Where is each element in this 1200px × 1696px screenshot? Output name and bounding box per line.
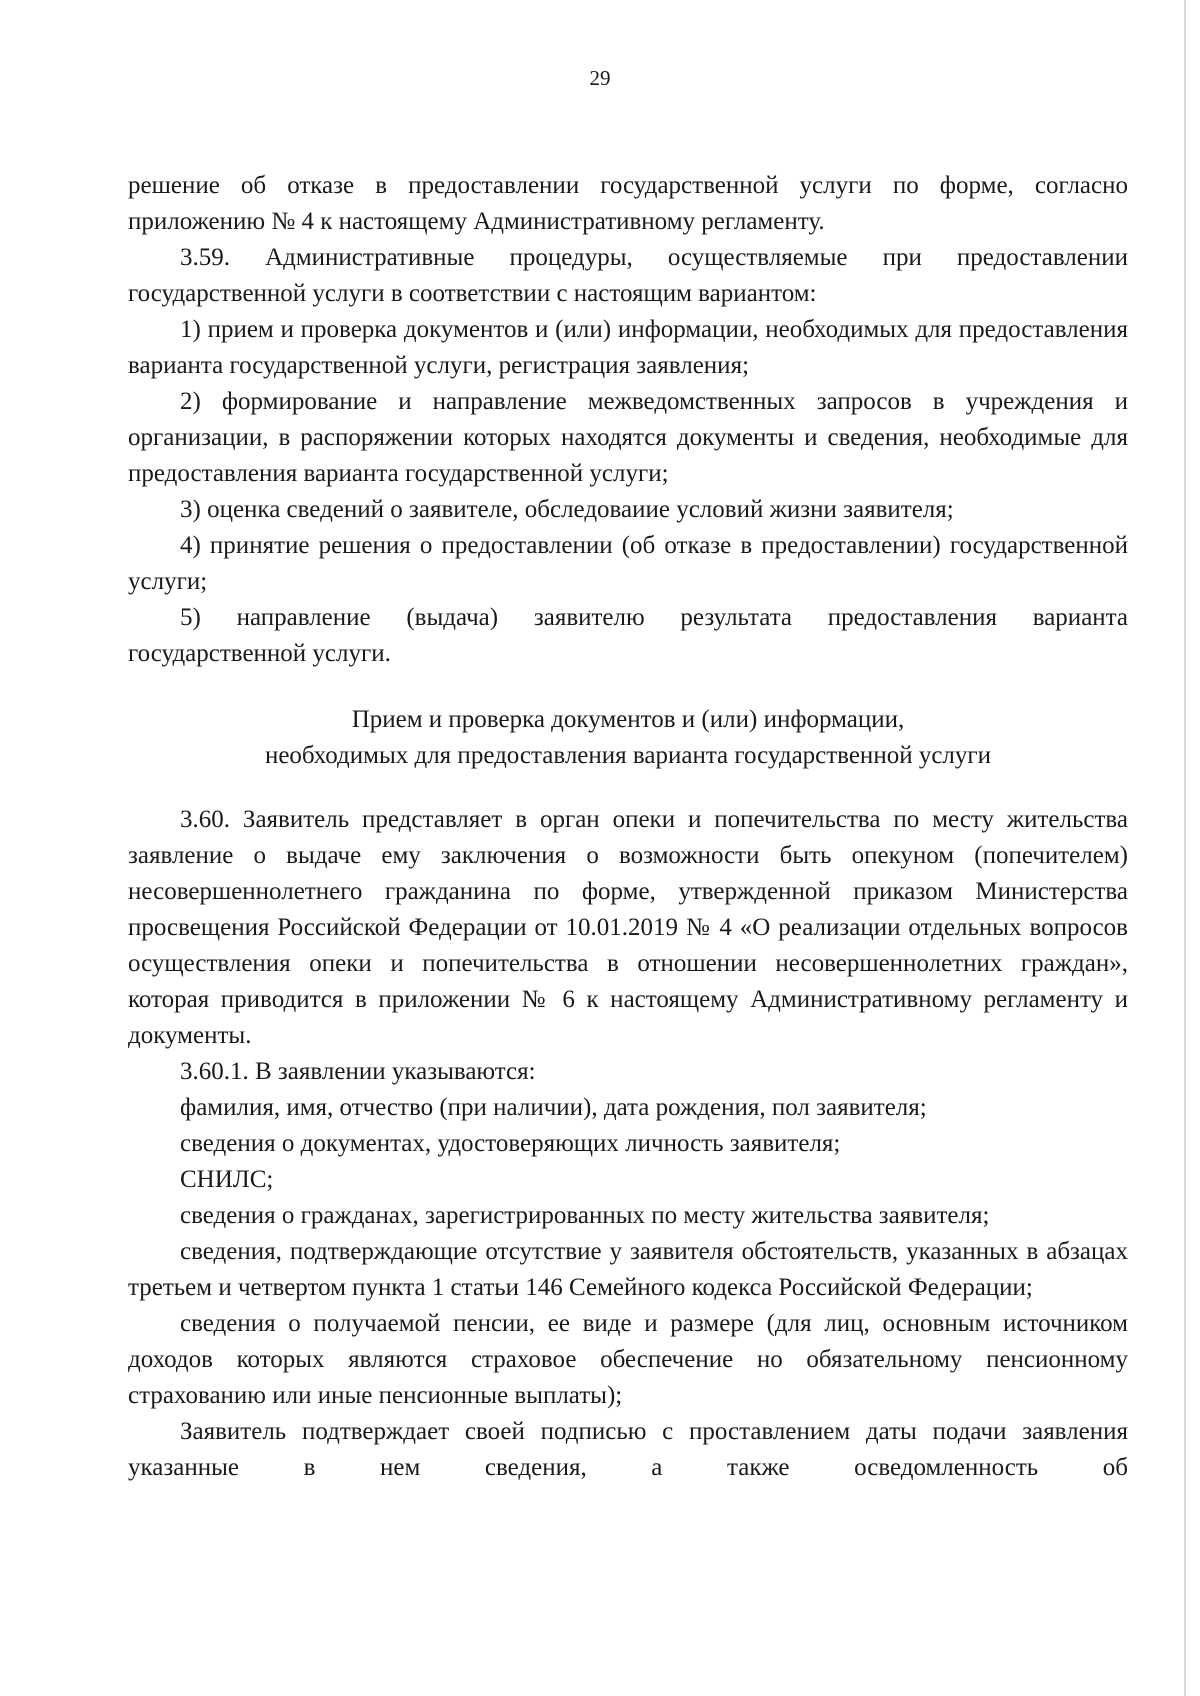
list-item-registered-citizens: сведения о гражданах, зарегистрированных по месту жительства заявителя; bbox=[180, 1202, 990, 1229]
paragraph-3-60: 3.60. Заявитель представляет в орган опеки и попечительства по месту жительства заявление о выдаче ему заключения о возможности быть опекуном (попечителем) несовершеннолетнего гражданина по форме, утвержденной приказом Министерства просвещения Российской Федерации от 10.01.2019 № 4 «О реализации отдельных вопросов осуществления опеки и попечительства в отношении несовершеннолетних граждан», которая приводится в приложении № 6 к настоящему Административному регламенту и документы. bbox=[128, 806, 1128, 1049]
list-item-5: 5) направление (выдача) заявителю результата предоставления варианта государственной услуги. bbox=[128, 604, 1128, 667]
section-heading-line-2: необходимых для предоставления варианта государственной услуги bbox=[264, 742, 992, 769]
document-body bbox=[128, 168, 1128, 1486]
paragraph-3-59: 3.59. Административные процедуры, осуществляемые при предоставлении государственной услуги в соответствии с настоящим вариантом: bbox=[128, 244, 1128, 307]
list-item-4: 4) принятие решения о предоставлении (об отказе в предоставлении) государственной услуги; bbox=[128, 532, 1128, 595]
page-edge bbox=[1184, 0, 1186, 1696]
list-item-pension: сведения о получаемой пенсии, ее виде и размере (для лиц, основным источником доходов которых являются страховое обеспечение но обязательному пенсионному страхованию или иные пенсионные выплаты); bbox=[128, 1310, 1128, 1409]
list-item-1: 1) прием и проверка документов и (или) информации, необходимых для предоставления варианта государственной услуги, регистрация заявления; bbox=[128, 316, 1128, 379]
list-item-id-documents: сведения о документах, удостоверяющих личность заявителя; bbox=[180, 1130, 841, 1157]
list-item-snils: СНИЛС; bbox=[180, 1166, 274, 1193]
section-heading-line-1: Прием и проверка документов и (или) информации, bbox=[351, 706, 905, 733]
paragraph-3-60-1: 3.60.1. В заявлении указываются: bbox=[180, 1058, 536, 1085]
paragraph-signature: Заявитель подтверждает своей подписью с проставлением даты подачи заявления указанные в нем сведения, а также осведомленность об bbox=[128, 1418, 1128, 1481]
list-item-full-name: фамилия, имя, отчество (при наличии), дата рождения, пол заявителя; bbox=[180, 1094, 927, 1121]
paragraph: решение об отказе в предоставлении государственной услуги по форме, согласно приложению № 4 к настоящему Административному регламенту. bbox=[128, 172, 1128, 235]
list-item-2: 2) формирование и направление межведомственных запросов в учреждения и организации, в распоряжении которых находятся документы и сведения, необходимые для предоставления варианта государственной услуги; bbox=[128, 388, 1128, 487]
list-item-circumstances: сведения, подтверждающие отсутствие у заявителя обстоятельств, указанных в абзацах третьем и четвертом пункта 1 статьи 146 Семейного кодекса Российской Федерации; bbox=[128, 1238, 1128, 1301]
section-heading bbox=[128, 702, 1128, 774]
page-number: 29 bbox=[589, 66, 611, 90]
list-item-3: 3) оценка сведений о заявителе, обследоваиие условий жизни заявителя; bbox=[180, 496, 954, 523]
